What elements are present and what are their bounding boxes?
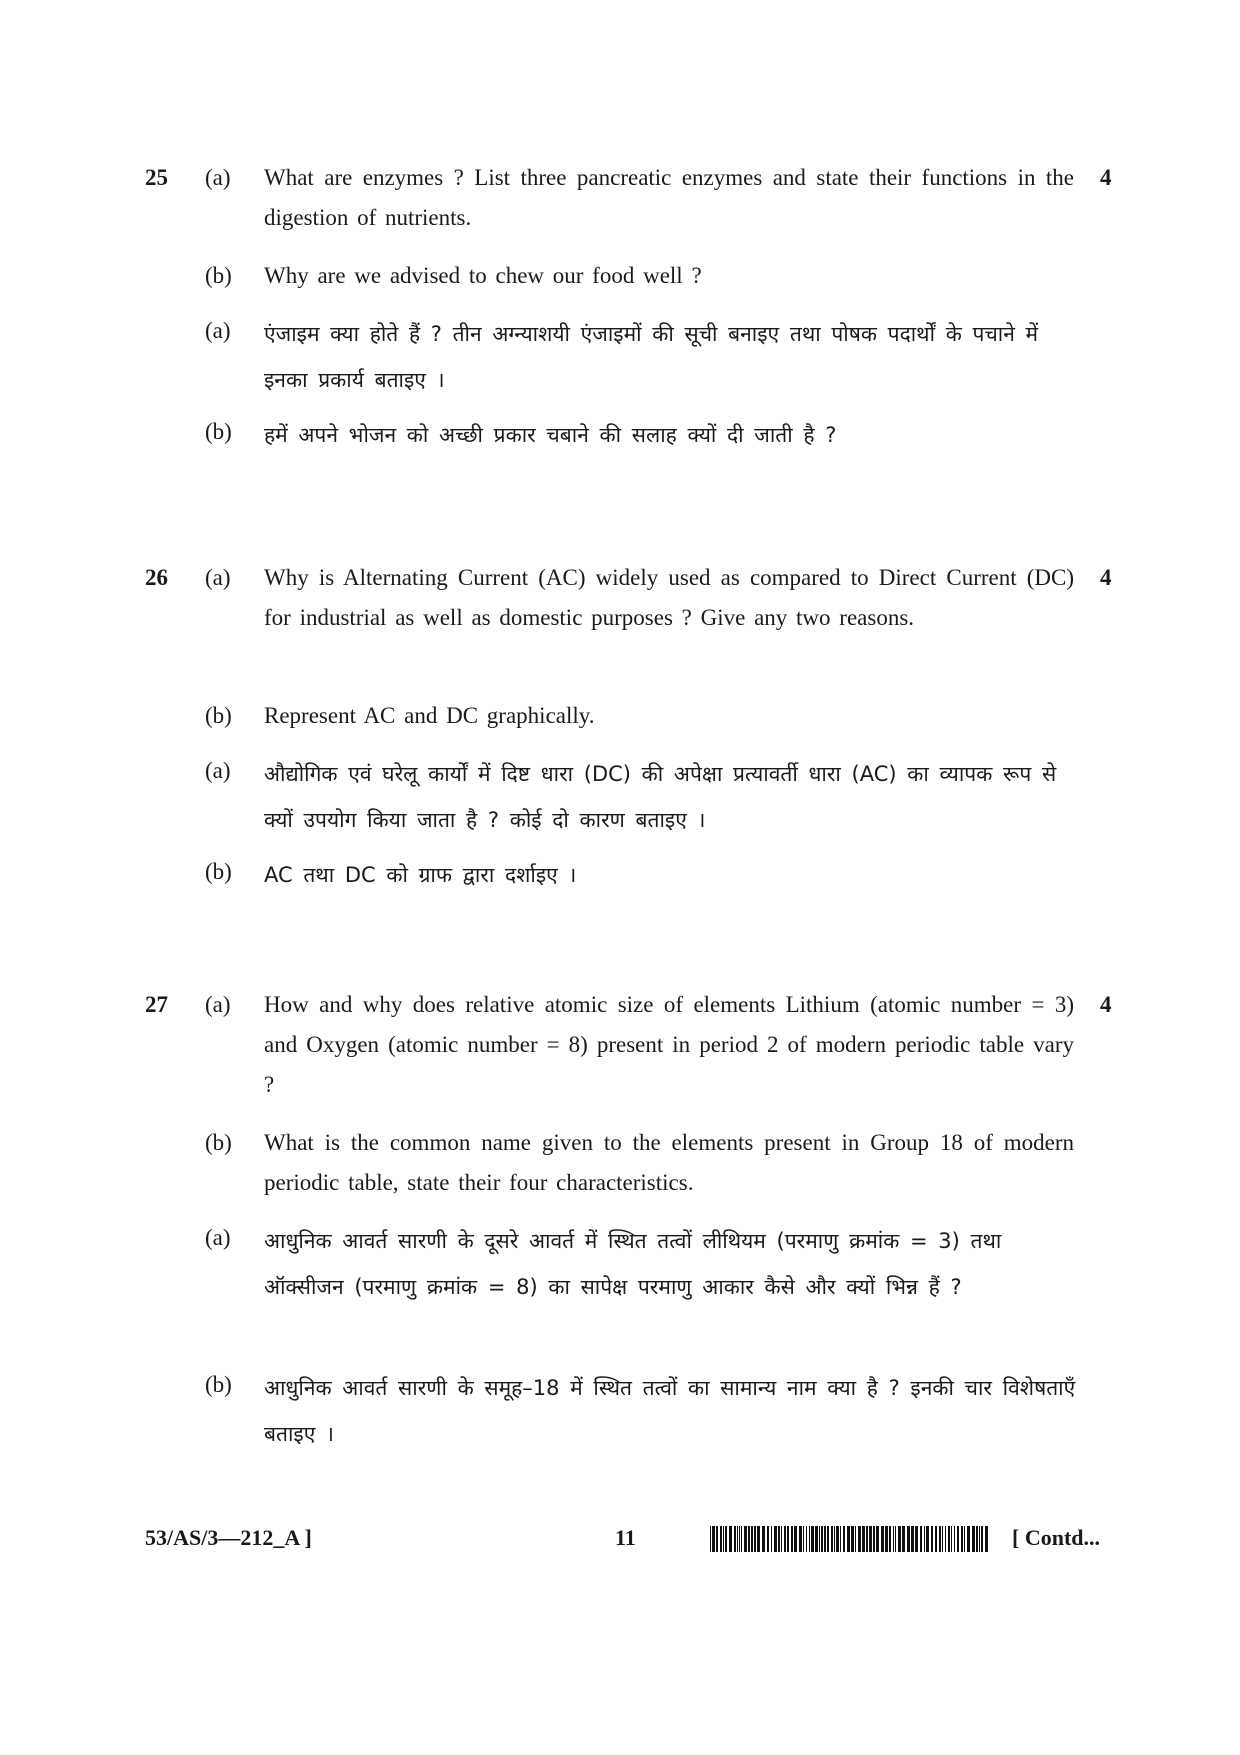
part-label: (b) (205, 263, 232, 288)
part-label: (a) (205, 318, 231, 343)
question-number: 27 (145, 992, 168, 1017)
part-text: आधुनिक आवर्त सारणी के दूसरे आवर्त में स्थित तत्वों लीथियम (परमाणु क्रमांक = 3) तथा ऑक्सीजन (परमाणु क्रमांक = 8) का सापेक्ष परमाणु आकार कैसे और क्यों भिन्न हैं ? (264, 1229, 1002, 1299)
page-footer (0, 1518, 1240, 1558)
paper-code: 53/AS/3—212_A ] (145, 1525, 312, 1550)
part-label: (b) (205, 1130, 232, 1155)
part-label: (b) (205, 859, 232, 884)
part-label: (a) (205, 165, 231, 190)
part-label: (b) (205, 1372, 232, 1397)
part-text: हमें अपने भोजन को अच्छी प्रकार चबाने की सलाह क्यों दी जाती है ? (264, 423, 837, 447)
part-label: (a) (205, 992, 231, 1017)
part-text: आधुनिक आवर्त सारणी के समूह–18 में स्थित तत्वों का सामान्य नाम क्या है ? इनकी चार विशेषताएँ बताइए । (264, 1376, 1076, 1446)
part-label: (b) (205, 703, 232, 728)
question-marks: 4 (1100, 992, 1112, 1017)
part-text: What is the common name given to the elements present in Group 18 of modern periodic table, state their four characteristics. (264, 1130, 1074, 1195)
part-text: What are enzymes ? List three pancreatic enzymes and state their functions in the digestion of nutrients. (264, 165, 1074, 230)
part-label: (a) (205, 1225, 231, 1250)
part-label: (a) (205, 758, 231, 783)
part-label: (b) (205, 419, 232, 444)
part-text: Represent AC and DC graphically. (264, 703, 595, 728)
part-label: (a) (205, 565, 231, 590)
part-text: Why is Alternating Current (AC) widely used as compared to Direct Current (DC) for industrial as well as domestic purposes ? Give any two reasons. (264, 565, 1074, 630)
part-text: Why are we advised to chew our food well ? (264, 263, 702, 288)
page-number: 11 (615, 1525, 636, 1550)
part-text: एंजाइम क्या होते हैं ? तीन अग्न्याशयी एंजाइमों की सूची बनाइए तथा पोषक पदार्थों के पचाने में इनका प्रकार्य बताइए । (264, 322, 1039, 392)
continued-label: [ Contd... (1012, 1525, 1101, 1550)
part-text: How and why does relative atomic size of elements Lithium (atomic number = 3) and Oxygen (atomic number = 8) present in period 2 of modern periodic table vary ? (264, 992, 1074, 1097)
question-number: 25 (145, 165, 168, 190)
barcode-icon (710, 1526, 990, 1552)
question-marks: 4 (1100, 565, 1112, 590)
question-marks: 4 (1100, 165, 1112, 190)
part-text: AC तथा DC को ग्राफ द्वारा दर्शाइए । (264, 863, 577, 887)
part-text: औद्योगिक एवं घरेलू कार्यों में दिष्ट धारा (DC) की अपेक्षा प्रत्यावर्ती धारा (AC) का व्यापक रूप से क्यों उपयोग किया जाता है ? कोई दो कारण बताइए । (264, 762, 1057, 832)
question-number: 26 (145, 565, 168, 590)
